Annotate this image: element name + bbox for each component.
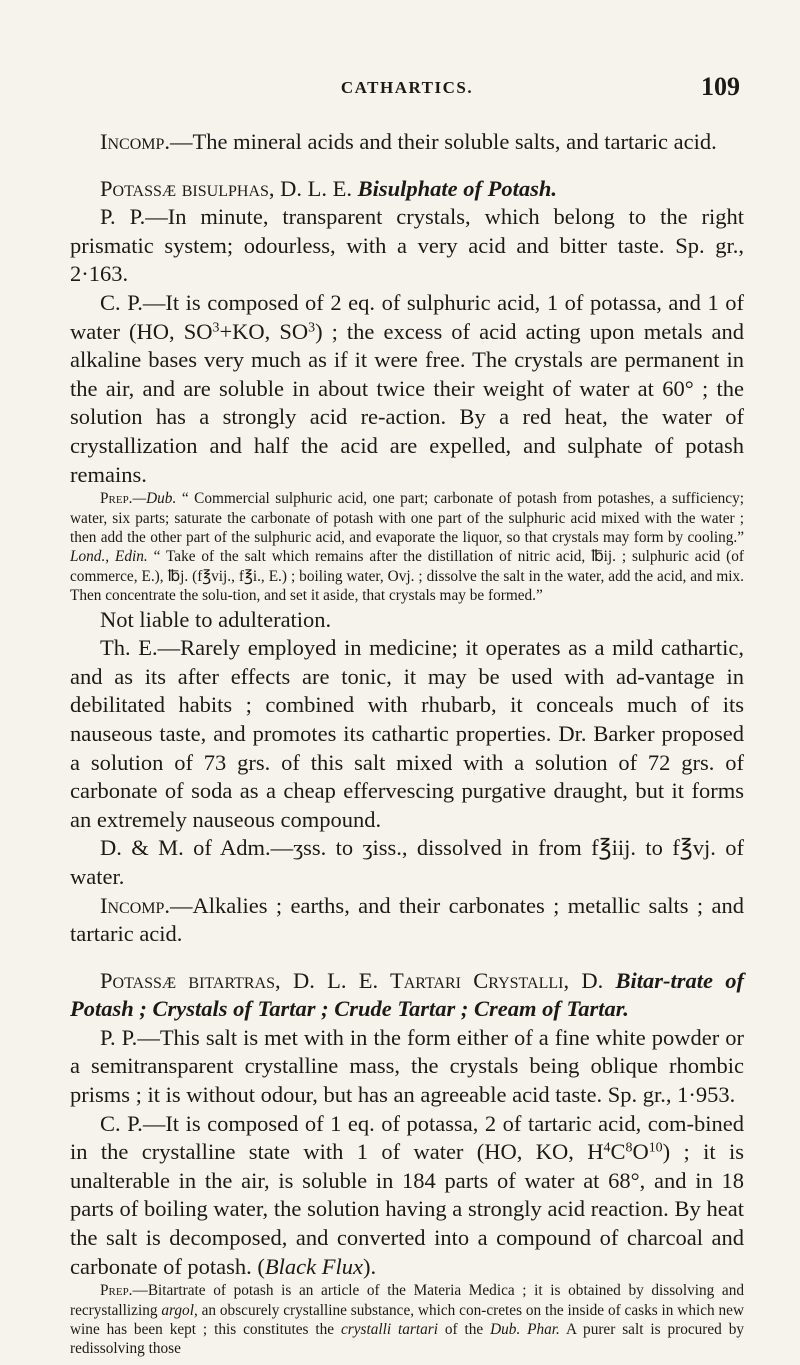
- incomp-lead: Incomp.: [100, 892, 171, 918]
- pp-lead: P. P.: [100, 204, 146, 230]
- incomp-text: —Alkalies ; earths, and their carbonates ; metallic salts ; and tartaric acid.: [70, 892, 744, 947]
- cp-text: —It is composed of 2 eq. of sulphuric acid, 1 of potassa, and 1 of water (HO, SO: [70, 289, 744, 344]
- bisulphas-english: Bisulphate of Potash.: [357, 175, 558, 201]
- bisulphas-name: Potassæ bisulphas, D. L. E.: [100, 175, 353, 201]
- prep-lead: Prep.: [100, 490, 133, 508]
- dub-phar: Dub. Phar.: [490, 1321, 560, 1339]
- crystalli-tartari: crystalli tartari: [340, 1321, 438, 1339]
- pp-text: —In minute, transparent crystals, which belong to the right prismatic system; odourless, with a very acid and bitter taste. Sp. gr., 2·163.: [70, 204, 744, 287]
- bitartras-physical-properties: [70, 1024, 744, 1110]
- cp-text: O: [632, 1139, 649, 1165]
- superscript: 3: [308, 319, 316, 335]
- prep-text: —Bitartrate of potash is an article of the Materia Medica ; it is obtained by dissolving and recrystallizing: [70, 1282, 744, 1319]
- pp-lead: P. P.: [100, 1024, 138, 1050]
- running-head: CATHARTICS.: [340, 78, 474, 97]
- bitartras-preparation: [70, 1281, 744, 1359]
- incompatibles-paragraph: [70, 128, 744, 157]
- black-flux: Black Flux: [264, 1253, 363, 1279]
- cp-text: ) ; it is unalterable in the air, is soluble in 184 parts of water at 68°, and in 18 parts of boiling water, the solution having a strongly acid reaction. By heat the salt is decomposed, and converted into a compound of charcoal and carbonate of potash. (: [70, 1139, 744, 1279]
- dose-and-mode: [70, 834, 744, 891]
- bitartras-heading: [70, 967, 744, 1024]
- cp-text: ) ; the excess of acid acting upon metals and alkaline bases very much as if it were free. The crystals are permanent in the air, and are soluble in about twice their weight of water at 60° ; the solution has a strongly acid re-action. By a red heat, the water of crystallization and half the acid are expelled, and sulphate of potash remains.: [70, 318, 745, 487]
- cp-text: C: [610, 1139, 626, 1165]
- adulteration-note: Not liable to adulteration.: [100, 606, 332, 632]
- bisulphas-heading: [70, 175, 744, 204]
- argol: argol,: [161, 1301, 198, 1319]
- page-content: [70, 128, 744, 1359]
- prep-text: “ Take of the salt which remains after the distillation of nitric acid, ℔ij. ; sulphuric acid (of commerce, E.), ℔j. (f℥vij., f℥i., E.) ; boiling water, Ovj. ; dissolve the salt in the water, add the acid, and mix. Then concentrate the solu-tion, and set it aside, that crystals may be formed.”: [70, 548, 745, 605]
- superscript: 8: [625, 1140, 633, 1156]
- prep-text: “ Commercial sulphuric acid, one part; carbonate of potash from potashes, a sufficiency; water, six parts; saturate the carbonate of potash with one part of the sulphuric acid mixed with the water ; then add the other part of the sulphuric acid, and evaporate the liquor, so that crystals may form by cooling.”: [70, 490, 744, 546]
- cp-lead: C. P.: [100, 289, 143, 315]
- bisulphas-preparation: [70, 489, 744, 605]
- superscript: 4: [603, 1140, 611, 1156]
- th-text: —Rarely employed in medicine; it operates as a mild cathartic, and as its after effects are tonic, it may be used with ad-vantage in debilitated habits ; combined with rhubarb, it conceals much of its nauseous taste, and promotes its cathartic properties. Dr. Barker proposed a solution of 73 grs. of this salt mixed with a solution of 72 grs. of carbonate of soda as a cheap effervescing purgative draught, but it forms an extremely nauseous compound.: [70, 635, 744, 832]
- prep-text: A purer salt is procured by redissolving those: [70, 1321, 745, 1358]
- bitartras-english: Bitar-trate of Potash ; Crystals of Tartar ; Crude Tartar ; Cream of Tartar.: [70, 967, 744, 1022]
- prep-text: of the: [437, 1321, 491, 1339]
- incomp-text: —The mineral acids and their soluble salts, and tartaric acid.: [170, 129, 717, 154]
- cp-text: —It is composed of 1 eq. of potassa, 2 of tartaric acid, com-bined in the crystalline state with 1 of water (HO, KO, H: [70, 1110, 745, 1165]
- incomp-lead: Incomp.: [100, 129, 171, 154]
- prep-lead: Prep.: [100, 1282, 133, 1300]
- superscript: 3: [212, 319, 220, 335]
- section-gap: [70, 949, 744, 967]
- dm-lead: D. & M. of Adm.: [100, 835, 271, 861]
- superscript: 10: [648, 1140, 663, 1156]
- cp-text: ).: [363, 1253, 377, 1279]
- th-lead: Th. E.: [100, 635, 158, 661]
- bitartras-name: Potassæ bitartras, D. L. E. Tartari Crystalli, D.: [100, 967, 604, 993]
- bitartras-chemical-properties: [70, 1110, 744, 1282]
- bisulphas-physical-properties: [70, 203, 744, 289]
- therapeutic-effects: [70, 634, 744, 834]
- bisulphas-incompatibles: [70, 892, 744, 949]
- cp-lead: C. P.: [100, 1110, 143, 1136]
- pp-text: —This salt is met with in the form either of a fine white powder or a semitransparent crystalline mass, the crystals being oblique rhombic prisms ; it is without odour, but has an agreeable acid taste. Sp. gr., 1·953.: [70, 1024, 744, 1108]
- section-gap: [70, 157, 744, 175]
- cp-text: +KO, SO: [219, 318, 309, 344]
- dm-text: —ʒss. to ʒiss., dissolved in from f℥iij. to f℥vj. of water.: [70, 835, 745, 889]
- prep-text: an obscurely crystalline substance, which con-cretes on the inside of casks in which new wine has been kept ; this constitutes the: [70, 1301, 744, 1339]
- prep-lond-edin: Lond., Edin.: [70, 548, 148, 566]
- prep-dub: —Dub.: [132, 490, 177, 508]
- bisulphas-chemical-properties: [70, 289, 744, 489]
- page-header: [70, 72, 744, 108]
- page-number: 109: [701, 72, 740, 101]
